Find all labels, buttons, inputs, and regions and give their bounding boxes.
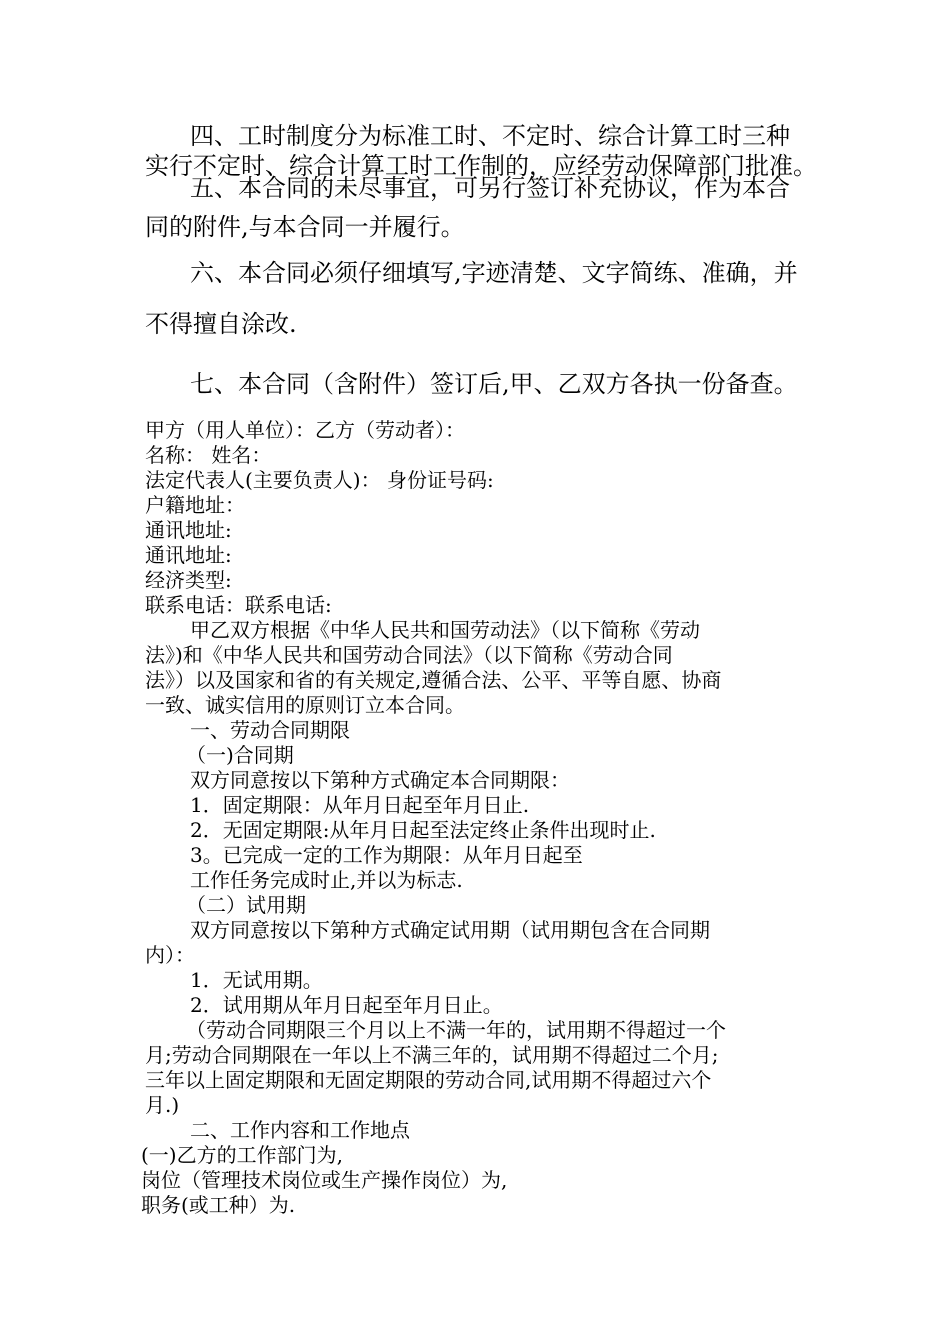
probation-note-line-1: （劳动合同期限三个月以上不满一年的，试用期不得超过一个 — [186, 1018, 726, 1042]
probation-note-line-3: 三年以上固定期限和无固定期限的劳动合同,试用期不得超过六个 — [145, 1068, 712, 1092]
work-position-line: 岗位（管理技术岗位或生产操作岗位）为, — [141, 1168, 508, 1192]
term-option-3: 3。已完成一定的工作为期限：从年月日起至 — [190, 843, 583, 867]
term-option-1: 1．固定期限：从年月日起至年月日止. — [190, 793, 530, 817]
legal-rep-field-label: 法定代表人(主要负责人)： 身份证号码: — [145, 468, 494, 492]
household-address-label: 户籍地址： — [145, 493, 245, 517]
probation-note-line-4: 月.) — [145, 1093, 180, 1117]
section-2-heading: 二、工作内容和工作地点 — [190, 1118, 410, 1142]
preamble-line-4: 一致、诚实信用的原则订立本合同。 — [145, 693, 465, 717]
probation-method-line-2: 内）： — [145, 943, 195, 967]
name-field-label: 名称： 姓名： — [145, 443, 272, 467]
term-option-2: 2．无固定期限:从年月日起至法定终止条件出现时止. — [190, 818, 656, 842]
preamble-line-1: 甲乙双方根据《中华人民共和国劳动法》（以下简称《劳动 — [190, 618, 700, 642]
probation-option-2: 2．试用期从年月日起至年月日止。 — [190, 993, 503, 1017]
clause-4-line-1: 四、工时制度分为标准工时、不定时、综合计算工时三种 — [190, 122, 790, 150]
clause-7-line-1: 七、本合同（含附件）签订后,甲、乙双方各执一份备查。 — [190, 370, 798, 398]
section-1-heading: 一、劳动合同期限 — [190, 718, 350, 742]
mailing-address-label-2: 通讯地址: — [145, 543, 232, 567]
mailing-address-label: 通讯地址: — [145, 518, 232, 542]
work-department-line: (一)乙方的工作部门为, — [141, 1143, 343, 1167]
term-option-3-cont: 工作任务完成时止,并以为标志. — [190, 868, 463, 892]
economic-type-label: 经济类型: — [145, 568, 232, 592]
subsection-probation: （二）试用期 — [186, 893, 306, 917]
probation-option-1: 1．无试用期。 — [190, 968, 323, 992]
preamble-line-2: 法》)和《中华人民共和国劳动合同法》（以下简称《劳动合同 — [145, 643, 673, 667]
clause-5-line-1: 五、本合同的未尽事宜，可另行签订补充协议，作为本合 — [190, 174, 790, 202]
probation-note-line-2: 月;劳动合同期限在一年以上不满三年的，试用期不得超过二个月; — [145, 1043, 719, 1067]
probation-method-line-1: 双方同意按以下第种方式确定试用期（试用期包含在合同期 — [190, 918, 710, 942]
subsection-contract-term: （一)合同期 — [186, 743, 294, 767]
clause-4-line-2: 实行不定时、综合计算工时工作制的，应经劳动保障部门批准。 — [145, 152, 817, 180]
clause-6-line-1: 六、本合同必须仔细填写,字迹清楚、文字简练、准确，并 — [190, 259, 798, 287]
term-method-line: 双方同意按以下第种方式确定本合同期限： — [190, 768, 570, 792]
work-duty-line: 职务(或工种）为. — [141, 1193, 296, 1217]
preamble-line-3: 法》）以及国家和省的有关规定,遵循合法、公平、平等自愿、协商 — [145, 668, 722, 692]
phone-label: 联系电话：联系电话: — [145, 593, 332, 617]
parties-heading: 甲方（用人单位）：乙方（劳动者）： — [145, 418, 465, 442]
clause-5-line-2: 同的附件,与本合同一并履行。 — [145, 213, 465, 241]
clause-6-line-2: 不得擅自涂改. — [145, 310, 297, 338]
